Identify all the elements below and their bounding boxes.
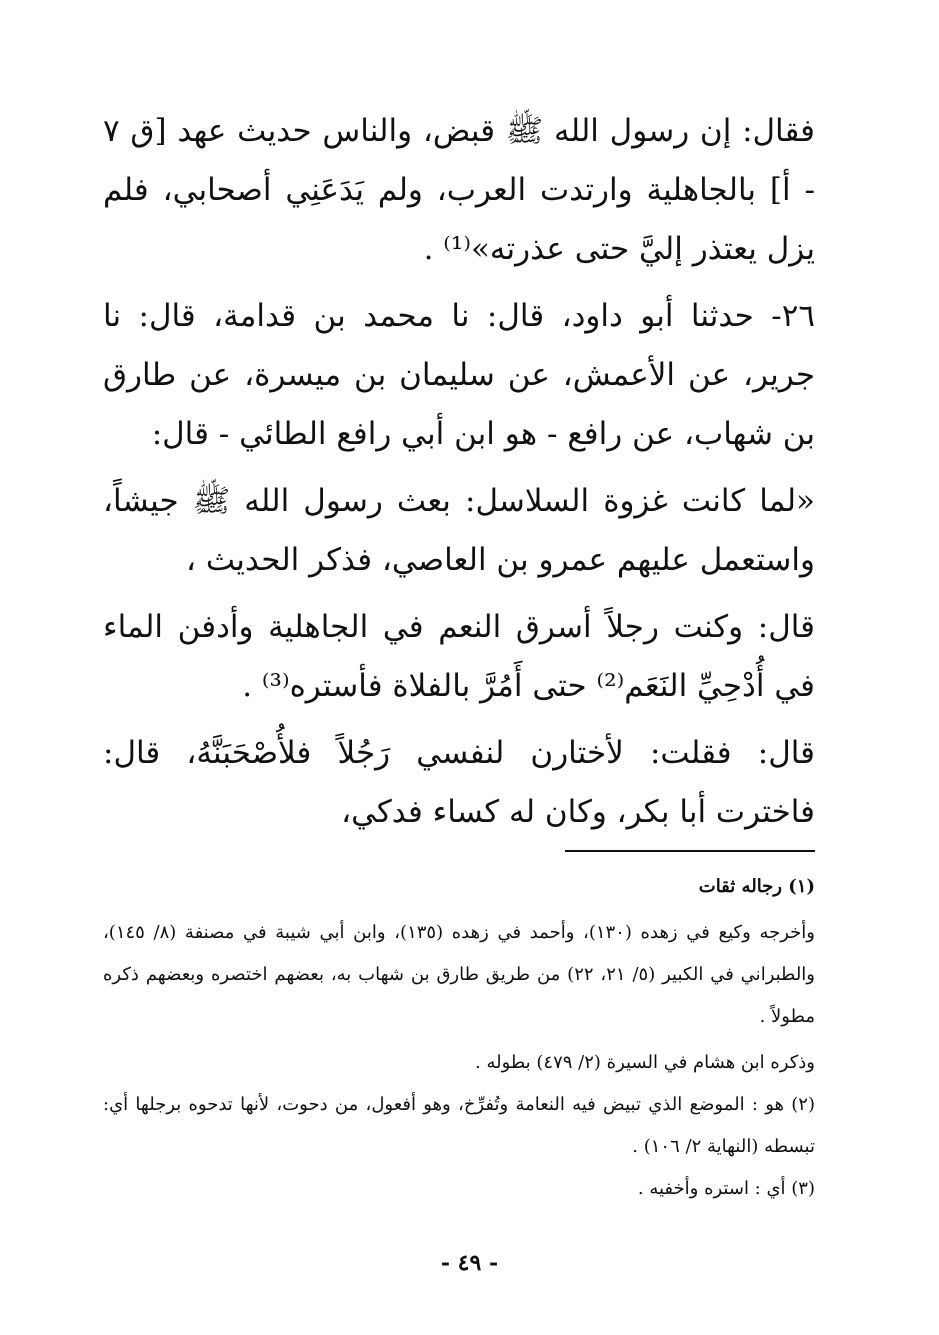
footnote-3: (٣) أي : استره وأخفيه . [637,1178,815,1199]
footnote-1-heading: (١) رجاله ثقات [698,876,815,897]
paragraph-5: قال: فقلت: لأختارن لنفسي رَجُلاً فلأُصْحَبَنَّهُ، قال: فاخترت أبا بكر، وكان له كساء فدكي، [103,735,815,830]
paragraph-3: «لما كانت غزوة السلاسل: بعث رسول الله ﷺ جيشاً، واستعمل عليهم عمرو بن العاصي، فذكر الحديث ، [103,483,815,578]
page-number: - ٤٩ - [440,1250,499,1276]
footnote-separator [565,850,815,852]
footnote-1-continuation: وذكره ابن هشام في السيرة (٢/ ٤٧٩) بطوله . [475,1052,815,1073]
main-text [103,102,815,850]
footnote-2: (٢) هو : الموضع الذي تبيض فيه النعامة وتُفرِّخ، وهو أفعول، من دحوت، لأنها تدحوه برجلها أي: تبسطه (النهاية ٢/ ١٠٦) . [103,1094,815,1157]
footnotes [103,866,815,1210]
paragraph-2-hadith-26: ٢٦- حدثنا أبو داود، قال: نا محمد بن قدامة، قال: نا جرير، عن الأعمش، عن سليمان بن ميسرة، عن طارق بن شهاب، عن رافع - هو ابن أبي رافع الطائي - قال: [103,298,815,452]
paragraph-1: فقال: إن رسول الله ﷺ قبض، والناس حديث عهد [ق ٧ - أ] بالجاهلية وارتدت العرب، ولم يَدَعَنِي أصحابي، فلم يزل يعتذر إليَّ حتى عذرته»⁽¹⁾ . [103,113,815,267]
paragraph-4: قال: وكنت رجلاً أسرق النعم في الجاهلية وأدفن الماء في أُدْحِيِّ النَعَم⁽²⁾ حتى أَمُرَّ بالفلاة فأستره⁽³⁾ . [103,609,815,704]
footnote-1-text: وأخرجه وكيع في زهده (١٣٠)، وأحمد في زهده (١٣٥)، وابن أبي شيبة في مصنفة (٨/ ١٤٥)، والطبراني في الكبير (٥/ ٢١، ٢٢) من طريق طارق بن شهاب به، بعضهم اختصره وبعضهم ذكره مطولاً . [103,922,816,1027]
